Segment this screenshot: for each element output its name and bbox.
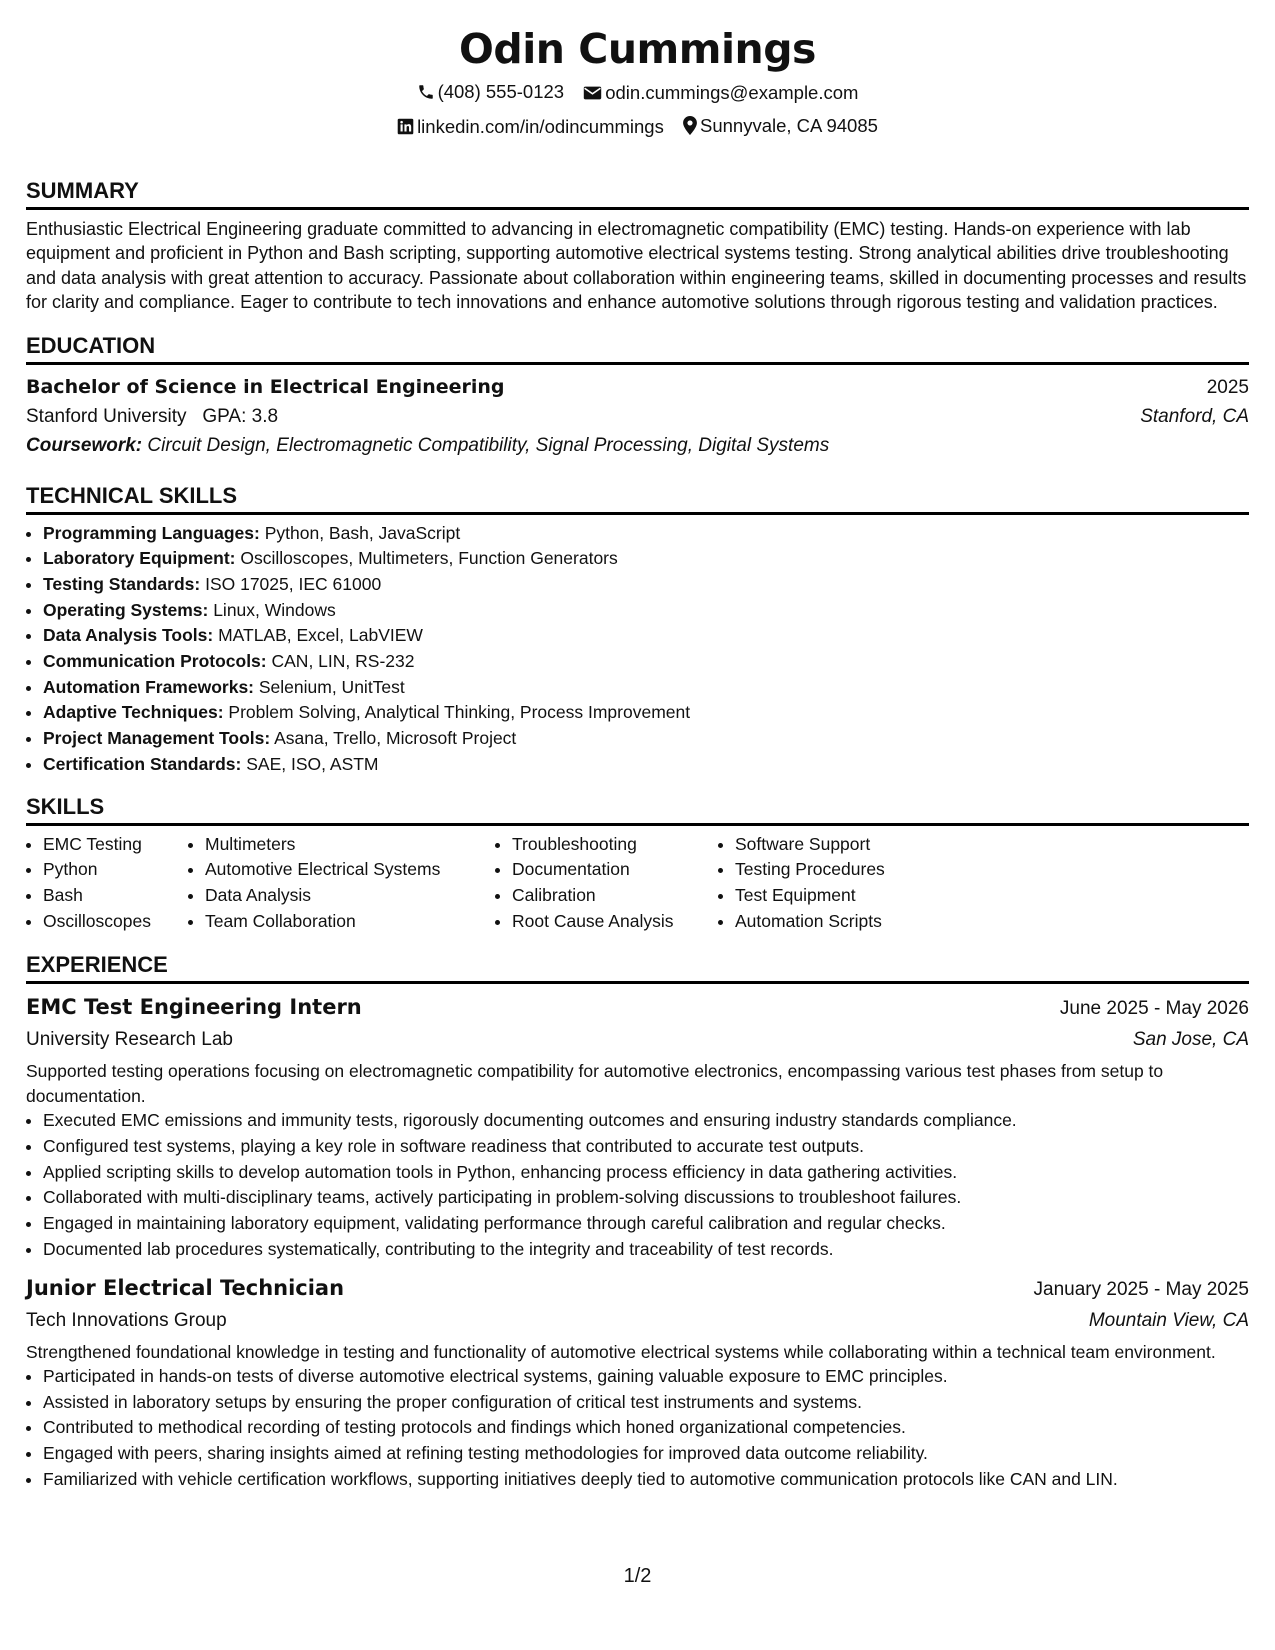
email-text: odin.cummings@example.com bbox=[605, 82, 859, 103]
list-item: • Contributed to methodical recording of testing protocols and findings which honed organizational competencies. bbox=[43, 1415, 1249, 1441]
list-item: • Assisted in laboratory setups by ensuring the proper configuration of critical test instruments and systems. bbox=[43, 1390, 1249, 1416]
list-item: • Team Collaboration bbox=[205, 909, 495, 935]
job-bullets bbox=[26, 1364, 1249, 1493]
job-location: Mountain View, CA bbox=[1088, 1309, 1249, 1331]
experience-entry bbox=[26, 992, 1249, 1262]
list-item bbox=[43, 752, 1249, 778]
linkedin-icon bbox=[397, 118, 414, 135]
list-item: • Configured test systems, playing a key role in software readiness that contributed to accurate test outputs. bbox=[43, 1134, 1249, 1160]
list-item: • Familiarized with vehicle certification workflows, supporting initiatives deeply tied to automotive communication protocols like CAN and LIN. bbox=[43, 1467, 1249, 1493]
list-item bbox=[43, 572, 1249, 598]
job-title: Junior Electrical Technician bbox=[26, 1275, 345, 1300]
skill-value: Python, Bash, JavaScript bbox=[264, 522, 461, 543]
list-item: • Testing Procedures bbox=[735, 857, 995, 883]
skill-value: Asana, Trello, Microsoft Project bbox=[274, 728, 517, 749]
skill-label: Testing Standards: bbox=[43, 573, 201, 594]
skill-value: MATLAB, Excel, LabVIEW bbox=[218, 625, 423, 646]
job-header-row bbox=[26, 1273, 1249, 1305]
list-item: • Automation Scripts bbox=[735, 909, 995, 935]
linkedin-text: linkedin.com/in/odincummings bbox=[417, 115, 664, 137]
list-item: • Software Support bbox=[735, 832, 995, 858]
list-item: • Documentation bbox=[512, 857, 718, 883]
skill-value: CAN, LIN, RS-232 bbox=[271, 651, 415, 672]
list-item: • Data Analysis bbox=[205, 883, 495, 909]
section-title-summary: SUMMARY bbox=[26, 176, 1249, 210]
list-item: • Collaborated with multi-disciplinary teams, actively participating in problem-solving discussions to troubleshoot failures. bbox=[43, 1185, 1249, 1211]
list-item: • Oscilloscopes bbox=[43, 909, 188, 935]
candidate-name: Odin Cummings bbox=[459, 25, 816, 73]
education-entry bbox=[26, 373, 1249, 461]
coursework-list: Circuit Design, Electromagnetic Compatibility, Signal Processing, Digital Systems bbox=[147, 434, 830, 456]
resume-header bbox=[26, 0, 1249, 144]
skill-value: Oscilloscopes, Multimeters, Function Generators bbox=[240, 548, 618, 569]
contact-phone bbox=[417, 76, 565, 107]
section-title-skills: SKILLS bbox=[26, 792, 1249, 826]
skill-value: Selenium, UnitTest bbox=[258, 676, 405, 697]
skills-column-4 bbox=[718, 832, 995, 935]
skills-column-3 bbox=[495, 832, 718, 935]
contact-email[interactable] bbox=[583, 77, 858, 108]
skill-value: Linux, Windows bbox=[213, 599, 336, 620]
school-location: Stanford, CA bbox=[1140, 405, 1249, 427]
technical-skills-list bbox=[26, 521, 1249, 778]
graduation-year: 2025 bbox=[1206, 376, 1249, 398]
list-item: • Automotive Electrical Systems bbox=[205, 857, 495, 883]
job-title: EMC Test Engineering Intern bbox=[26, 995, 362, 1020]
list-item: • Documented lab procedures systematically, contributing to the integrity and traceability of test records. bbox=[43, 1237, 1249, 1263]
school-gpa bbox=[26, 402, 278, 431]
job-location: San Jose, CA bbox=[1132, 1029, 1249, 1051]
list-item: • Participated in hands-on tests of diverse automotive electrical systems, gaining valuable exposure to EMC principles. bbox=[43, 1364, 1249, 1390]
section-title-experience: EXPERIENCE bbox=[26, 950, 1249, 984]
skill-label: Data Analysis Tools: bbox=[43, 625, 214, 646]
coursework-label: Coursework: bbox=[26, 434, 143, 456]
list-item bbox=[43, 546, 1249, 572]
list-item bbox=[43, 700, 1249, 726]
skill-label: Project Management Tools: bbox=[43, 728, 271, 749]
education-row-1 bbox=[26, 373, 1249, 402]
job-company-row bbox=[26, 1024, 1249, 1055]
skill-label: Communication Protocols: bbox=[43, 651, 267, 672]
list-item: • Engaged in maintaining laboratory equipment, validating performance through careful calibration and regular checks. bbox=[43, 1211, 1249, 1237]
page-number: 1/2 bbox=[623, 1565, 652, 1587]
list-item bbox=[43, 649, 1249, 675]
job-company-row bbox=[26, 1305, 1249, 1336]
section-title-technical-skills: TECHNICAL SKILLS bbox=[26, 481, 1249, 515]
education-row-2 bbox=[26, 402, 1249, 431]
list-item bbox=[43, 623, 1249, 649]
list-item: • EMC Testing bbox=[43, 832, 188, 858]
list-item: • Test Equipment bbox=[735, 883, 995, 909]
skill-label: Programming Languages: bbox=[43, 522, 260, 543]
coursework bbox=[26, 431, 1249, 461]
skill-value: Problem Solving, Analytical Thinking, Process Improvement bbox=[228, 702, 691, 723]
skill-label: Operating Systems: bbox=[43, 599, 209, 620]
list-item: • Calibration bbox=[512, 883, 718, 909]
skill-label: Certification Standards: bbox=[43, 753, 242, 774]
list-item bbox=[43, 521, 1249, 547]
degree-title: Bachelor of Science in Electrical Engineering bbox=[26, 375, 505, 398]
list-item: • Troubleshooting bbox=[512, 832, 718, 858]
company-name: Tech Innovations Group bbox=[26, 1309, 227, 1331]
location-text: Sunnyvale, CA 94085 bbox=[699, 114, 878, 136]
skill-label: Laboratory Equipment: bbox=[43, 548, 236, 569]
job-dates: June 2025 - May 2026 bbox=[1059, 998, 1249, 1020]
contact-location bbox=[683, 110, 878, 141]
list-item: • Root Cause Analysis bbox=[512, 909, 718, 935]
job-bullets bbox=[26, 1108, 1249, 1262]
job-header-row bbox=[26, 992, 1249, 1024]
experience-entry bbox=[26, 1273, 1249, 1493]
skills-column-2 bbox=[188, 832, 495, 935]
list-item bbox=[43, 726, 1249, 752]
skill-value: ISO 17025, IEC 61000 bbox=[205, 573, 382, 594]
map-pin-icon bbox=[683, 116, 697, 135]
list-item bbox=[43, 598, 1249, 624]
skill-label: Automation Frameworks: bbox=[43, 676, 254, 697]
company-name: University Research Lab bbox=[26, 1029, 233, 1051]
contact-line-2 bbox=[26, 110, 1249, 144]
skill-value: SAE, ISO, ASTM bbox=[246, 753, 379, 774]
skills-column-1 bbox=[26, 832, 188, 935]
list-item bbox=[43, 675, 1249, 701]
job-dates: January 2025 - May 2025 bbox=[1033, 1278, 1249, 1300]
skills-grid bbox=[26, 832, 1249, 935]
phone-icon bbox=[417, 83, 435, 101]
job-description: Strengthened foundational knowledge in testing and functionality of automotive electrical systems while collaborating within a technical team environment. bbox=[26, 1341, 1216, 1362]
list-item: • Bash bbox=[43, 883, 188, 909]
list-item: • Executed EMC emissions and immunity tests, rigorously documenting outcomes and ensuring industry standards compliance. bbox=[43, 1108, 1249, 1134]
gpa: GPA: 3.8 bbox=[202, 405, 279, 427]
section-title-education: EDUCATION bbox=[26, 331, 1249, 365]
school-name: Stanford University bbox=[26, 405, 187, 427]
list-item: • Multimeters bbox=[205, 832, 495, 858]
contact-linkedin[interactable] bbox=[397, 111, 664, 142]
summary-text: Enthusiastic Electrical Engineering graduate committed to advancing in electromagnetic compatibility (EMC) testing. Hands-on experience with lab equipment and proficient in Python and Bash scripting, supporting automotive electrical systems testing. Strong analytical abilities drive troubleshooting and data analysis with great attention to accuracy. Passionate about collaboration within engineering teams, skilled in documenting processes and results for clarity and compliance. Eager to contribute to tech innovations and enhance automotive solutions through rigorous testing and validation practices. bbox=[26, 218, 1247, 312]
skill-label: Adaptive Techniques: bbox=[43, 702, 224, 723]
list-item: • Engaged with peers, sharing insights aimed at refining testing methodologies for improved data outcome reliability. bbox=[43, 1441, 1249, 1467]
phone-text: (408) 555-0123 bbox=[437, 81, 565, 102]
contact-line-1 bbox=[26, 76, 1249, 110]
job-description: Supported testing operations focusing on electromagnetic compatibility for automotive electronics, encompassing various test phases from setup to documentation. bbox=[26, 1061, 1164, 1106]
envelope-icon bbox=[583, 85, 602, 101]
list-item: • Applied scripting skills to develop automation tools in Python, enhancing process efficiency in data gathering activities. bbox=[43, 1160, 1249, 1186]
list-item: • Python bbox=[43, 857, 188, 883]
